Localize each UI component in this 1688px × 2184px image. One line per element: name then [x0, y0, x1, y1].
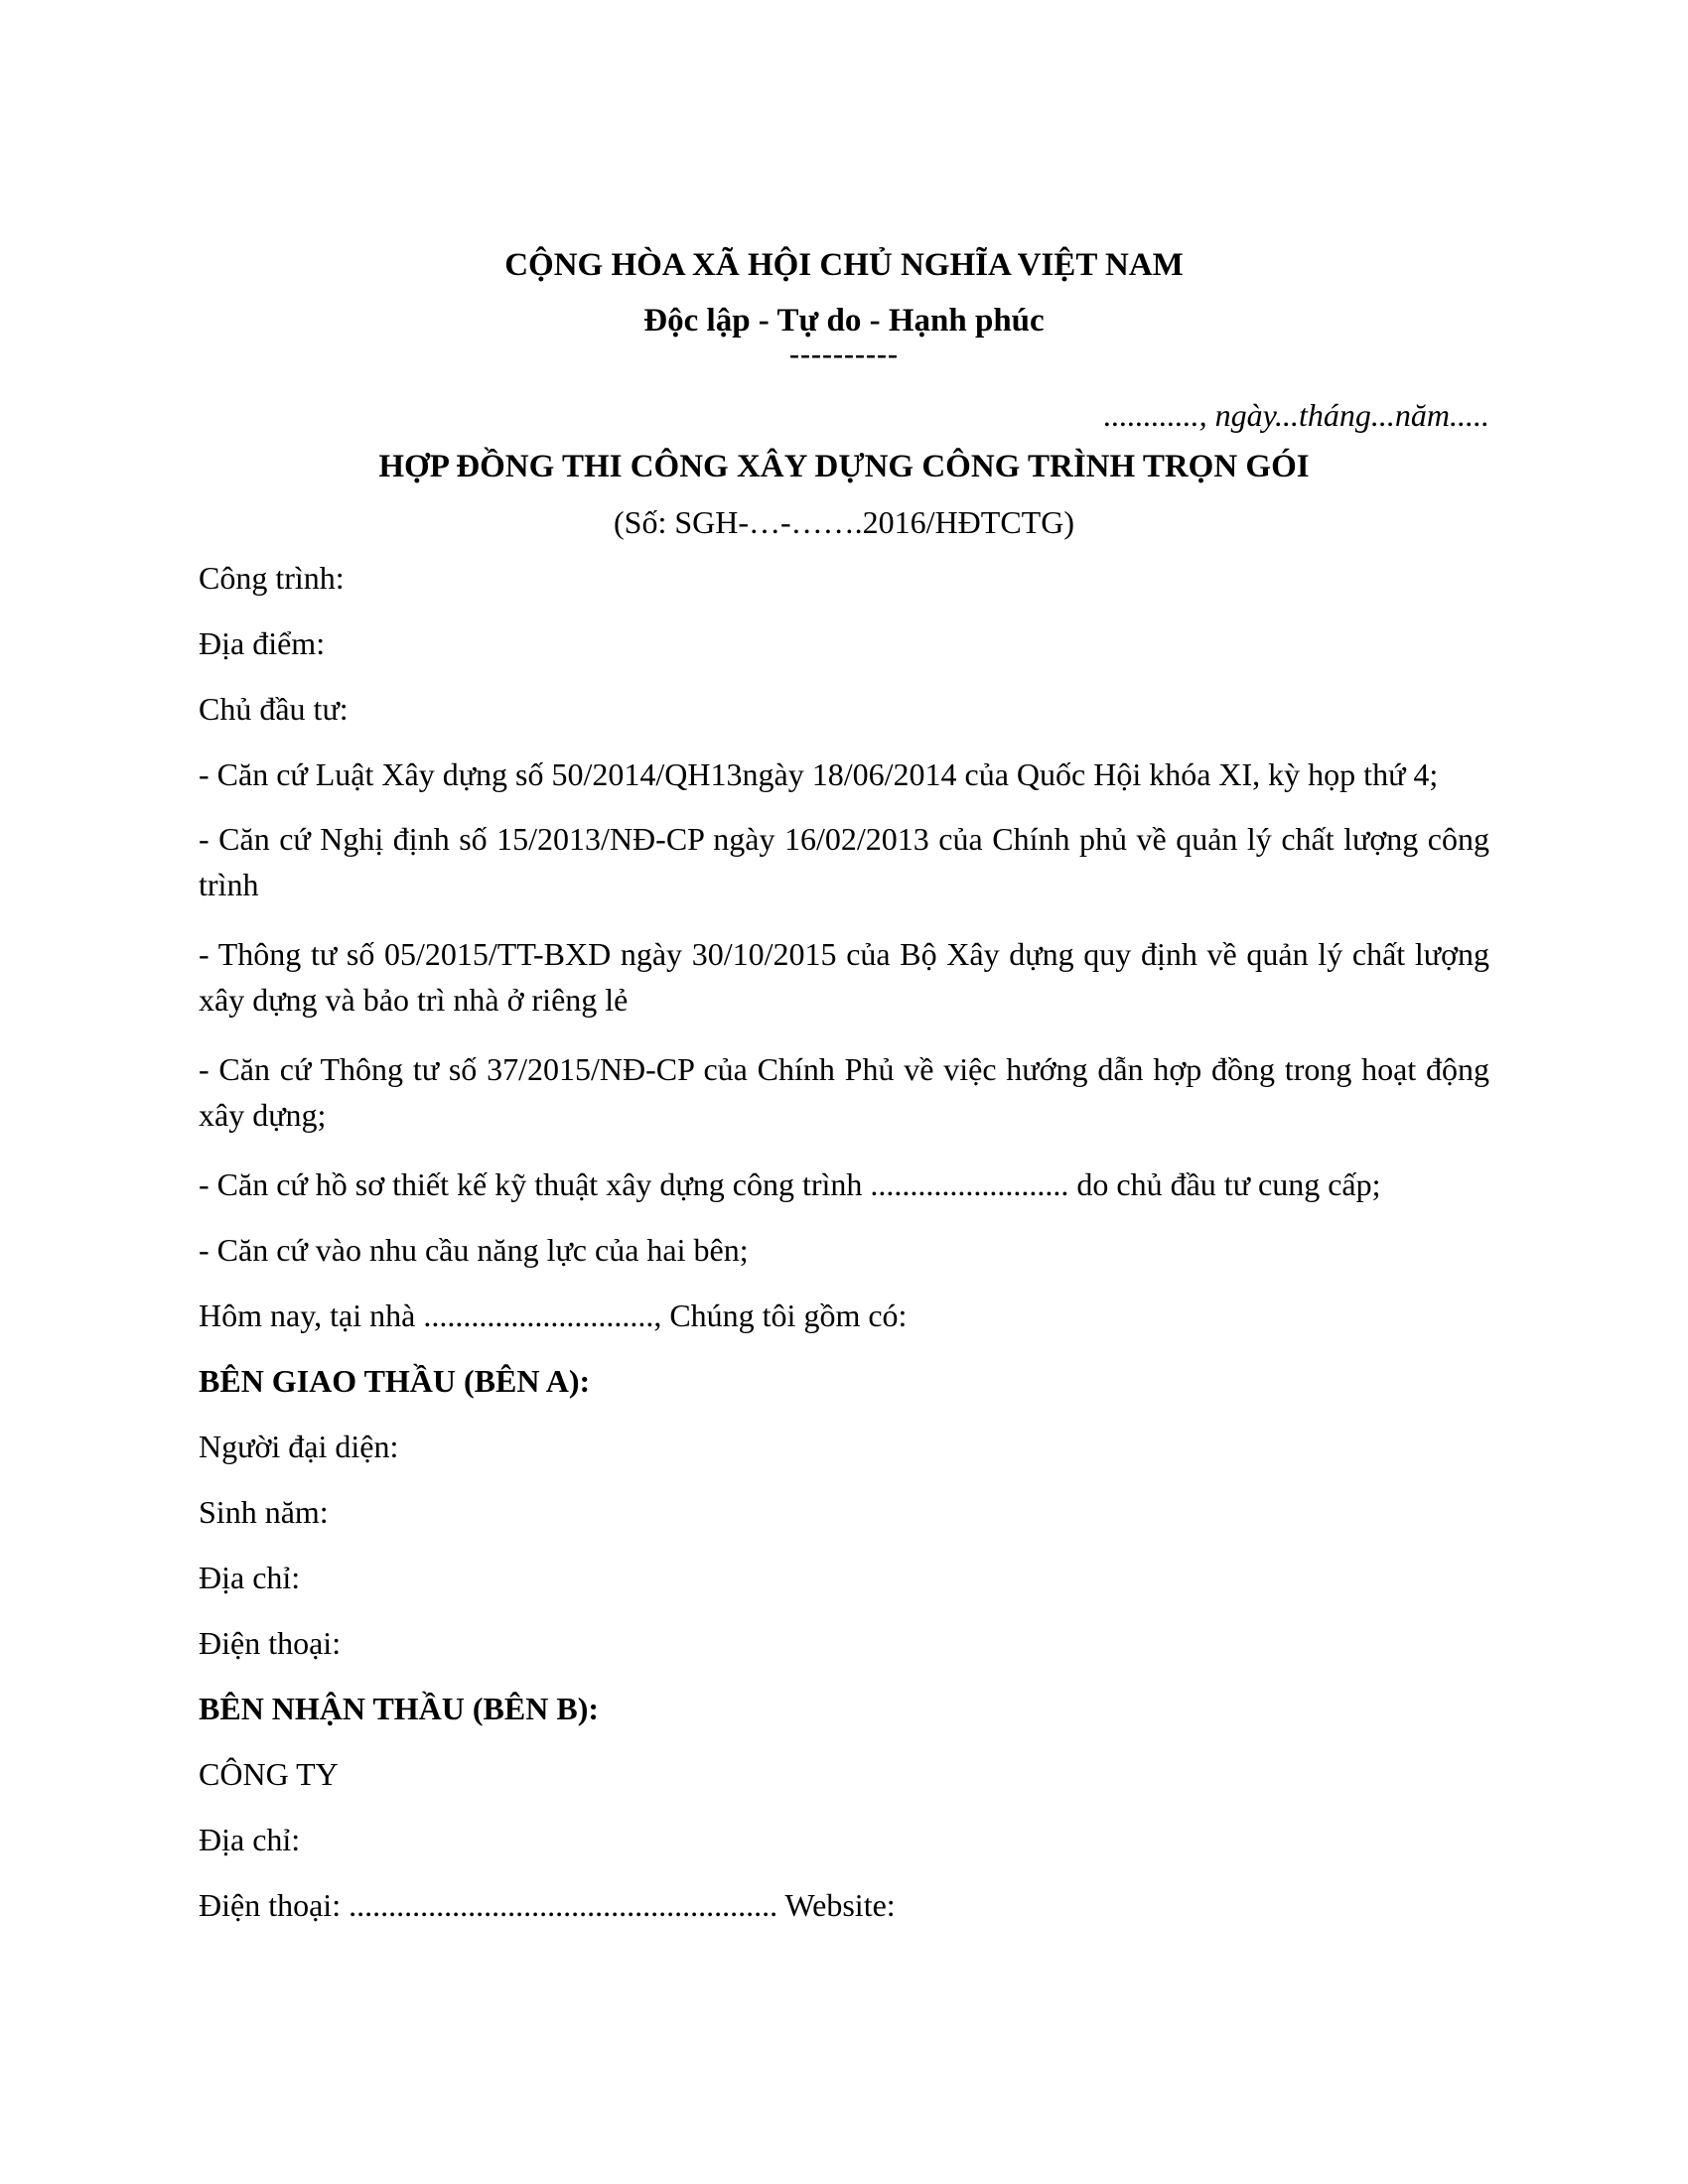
- basis-item: - Thông tư số 05/2015/TT-BXD ngày 30/10/2015 của Bộ Xây dựng quy định về quản lý chất lượng xây dựng và bảo trì nhà ở riêng lẻ: [199, 936, 1489, 1018]
- party-a-phone-label: Điện thoại:: [199, 1625, 342, 1661]
- party-a-representative-label: Người đại diện:: [199, 1429, 399, 1464]
- basis-item: - Căn cứ Nghị định số 15/2013/NĐ-CP ngày 16/02/2013 của Chính phủ về quản lý chất lượng công trình: [199, 821, 1489, 902]
- basis-item: - Căn cứ Luật Xây dựng số 50/2014/QH13ngày 18/06/2014 của Quốc Hội khóa XI, kỳ họp thứ 4;: [199, 756, 1439, 792]
- party-a-address-label: Địa chỉ:: [199, 1560, 301, 1595]
- party-b-address-label: Địa chỉ:: [199, 1822, 301, 1857]
- header-divider: ----------: [789, 338, 899, 370]
- contract-title: HỢP ĐỒNG THI CÔNG XÂY DỰNG CÔNG TRÌNH TRỌN GÓI: [378, 449, 1310, 484]
- party-b-phone-website-line: Điện thoại: ...................................................... Website:: [199, 1887, 896, 1923]
- project-location-label: Địa điểm:: [199, 625, 326, 661]
- basis-item: - Căn cứ hồ sơ thiết kế kỹ thuật xây dựng công trình ......................... do chủ đầu tư cung cấp;: [199, 1166, 1381, 1202]
- project-work-label: Công trình:: [199, 560, 345, 596]
- party-a-birth-year-label: Sinh năm:: [199, 1494, 329, 1530]
- intro-line: Hôm nay, tại nhà ............................., Chúng tôi gồm có:: [199, 1297, 908, 1333]
- contract-number: (Số: SGH-…-…….2016/HĐTCTG): [614, 504, 1074, 540]
- party-b-heading: BÊN NHẬN THẦU (BÊN B):: [199, 1691, 599, 1726]
- basis-item: - Căn cứ vào nhu cầu năng lực của hai bên;: [199, 1232, 749, 1268]
- party-a-heading: BÊN GIAO THẦU (BÊN A):: [199, 1363, 591, 1399]
- nation-heading: CỘNG HÒA XÃ HỘI CHỦ NGHĨA VIỆT NAM: [504, 247, 1184, 283]
- project-investor-label: Chủ đầu tư:: [199, 691, 349, 727]
- party-b-company-label: CÔNG TY: [199, 1756, 339, 1792]
- motto-heading: Độc lập - Tự do - Hạnh phúc: [643, 303, 1045, 339]
- basis-item: - Căn cứ Thông tư số 37/2015/NĐ-CP của Chính Phủ về việc hướng dẫn hợp đồng trong hoạt động xây dựng;: [199, 1051, 1489, 1133]
- date-line: ............, ngày...tháng...năm.....: [1103, 397, 1489, 433]
